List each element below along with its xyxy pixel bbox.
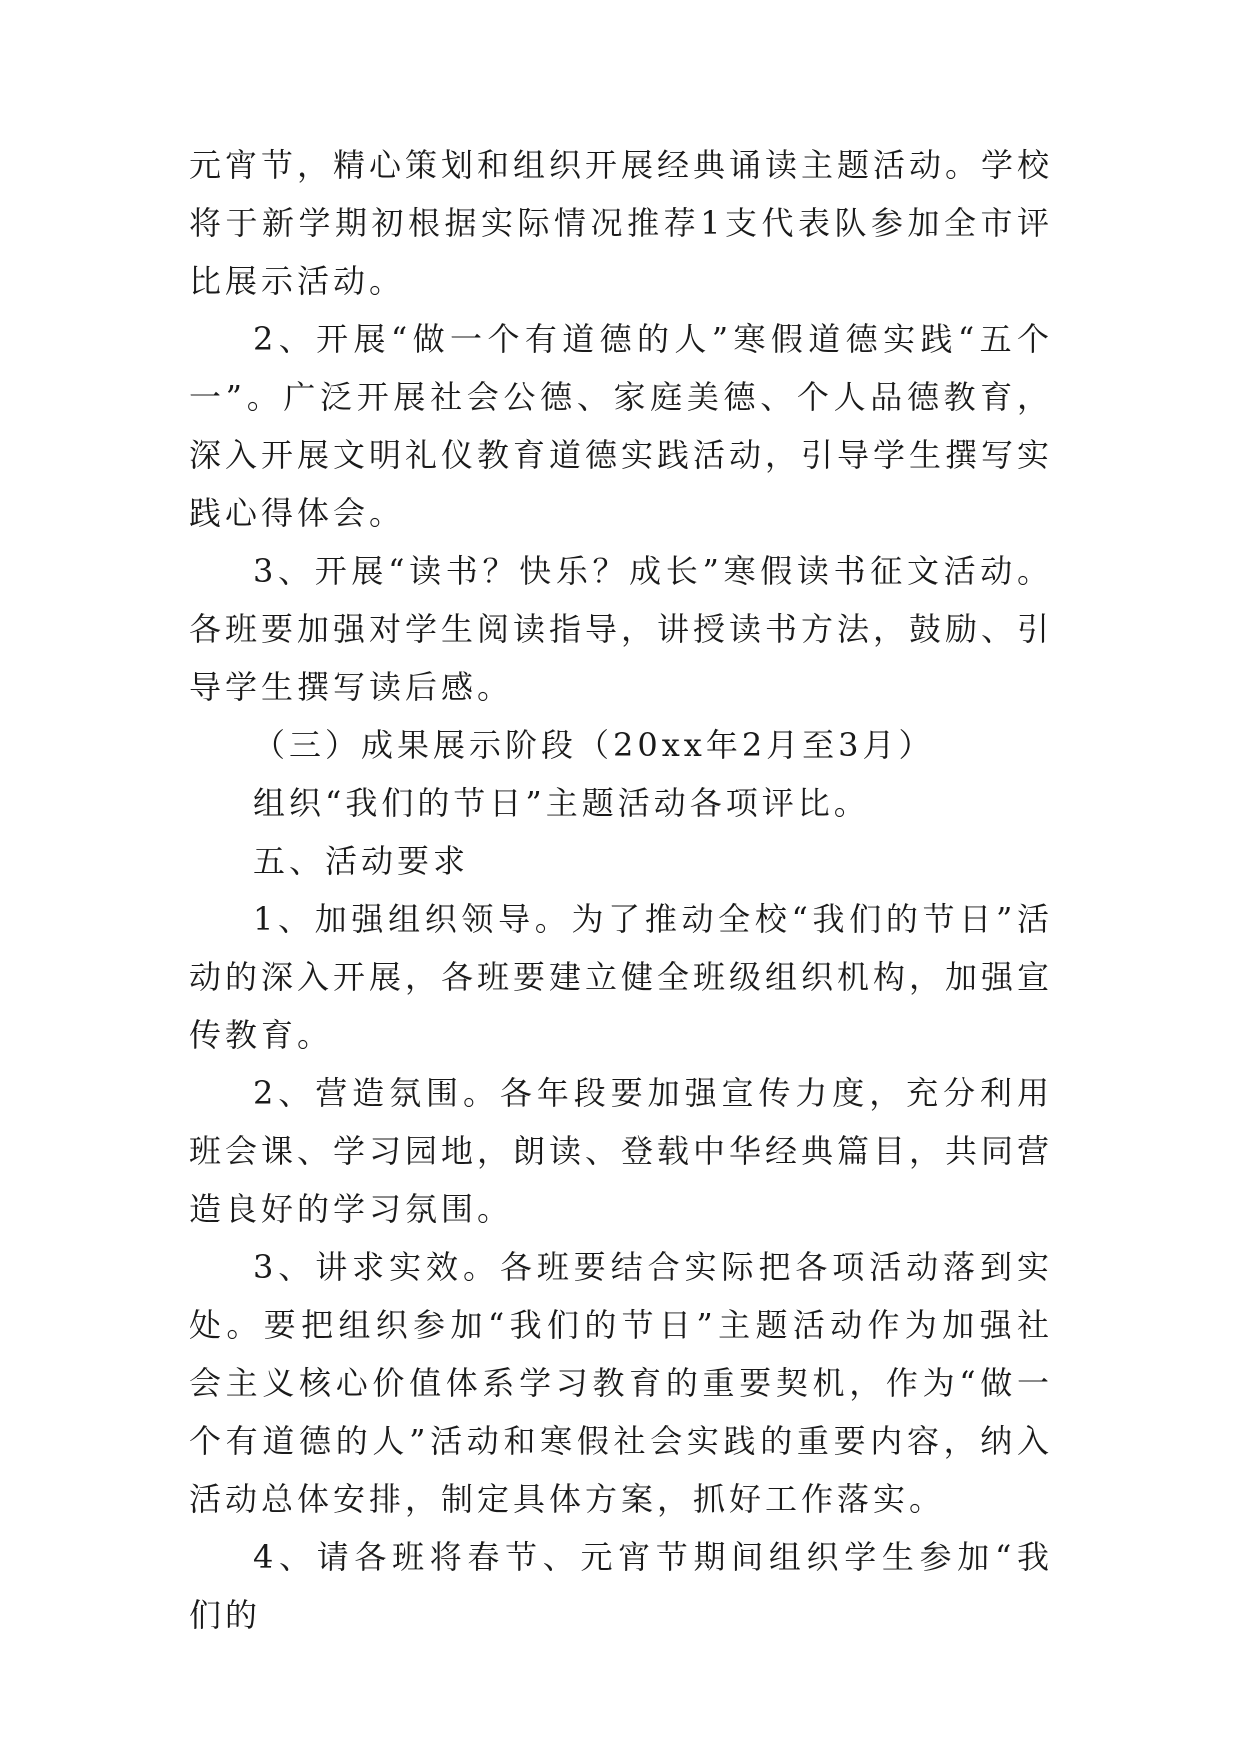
paragraph-organize-evaluation: 组织“我们的节日”主题活动各项评比。	[253, 784, 870, 822]
paragraph-moral-practice: 2、开展“做一个有道德的人”寒假道德实践“五个一”。广泛开展社会公德、家庭美德、个人品德教育，深入开展文明礼仪教育道德实践活动，引导学生撰写实践心得体会。	[189, 320, 1054, 532]
paragraph-requirement-1: 1、加强组织领导。为了推动全校“我们的节日”活动的深入开展，各班要建立健全班级组织机构，加强宣传教育。	[189, 900, 1054, 1054]
paragraph-reading-essay: 3、开展“读书？快乐？成长”寒假读书征文活动。各班要加强对学生阅读指导，讲授读书方法，鼓励、引导学生撰写读后感。	[189, 552, 1054, 706]
heading-activity-requirements: 五、活动要求	[253, 842, 470, 880]
paragraph-requirement-4: 4、请各班将春节、元宵节期间组织学生参加“我们的	[189, 1538, 1053, 1634]
heading-results-stage: （三）成果展示阶段（20xx年2月至3月）	[253, 726, 935, 764]
paragraph-requirement-3: 3、讲求实效。各班要结合实际把各项活动落到实处。要把组织参加“我们的节日”主题活动作为加强社会主义核心价值体系学习教育的重要契机，作为“做一个有道德的人”活动和寒假社会实践的重要内容，纳入活动总体安排，制定具体方案，抓好工作落实。	[189, 1248, 1053, 1518]
paragraph-requirement-2: 2、营造氛围。各年段要加强宣传力度，充分利用班会课、学习园地，朗读、登载中华经典篇目，共同营造良好的学习氛围。	[189, 1074, 1054, 1228]
document-page	[189, 136, 1053, 1644]
paragraph-continuation-lantern-festival: 元宵节，精心策划和组织开展经典诵读主题活动。学校将于新学期初根据实际情况推荐1支代表队参加全市评比展示活动。	[189, 146, 1054, 300]
